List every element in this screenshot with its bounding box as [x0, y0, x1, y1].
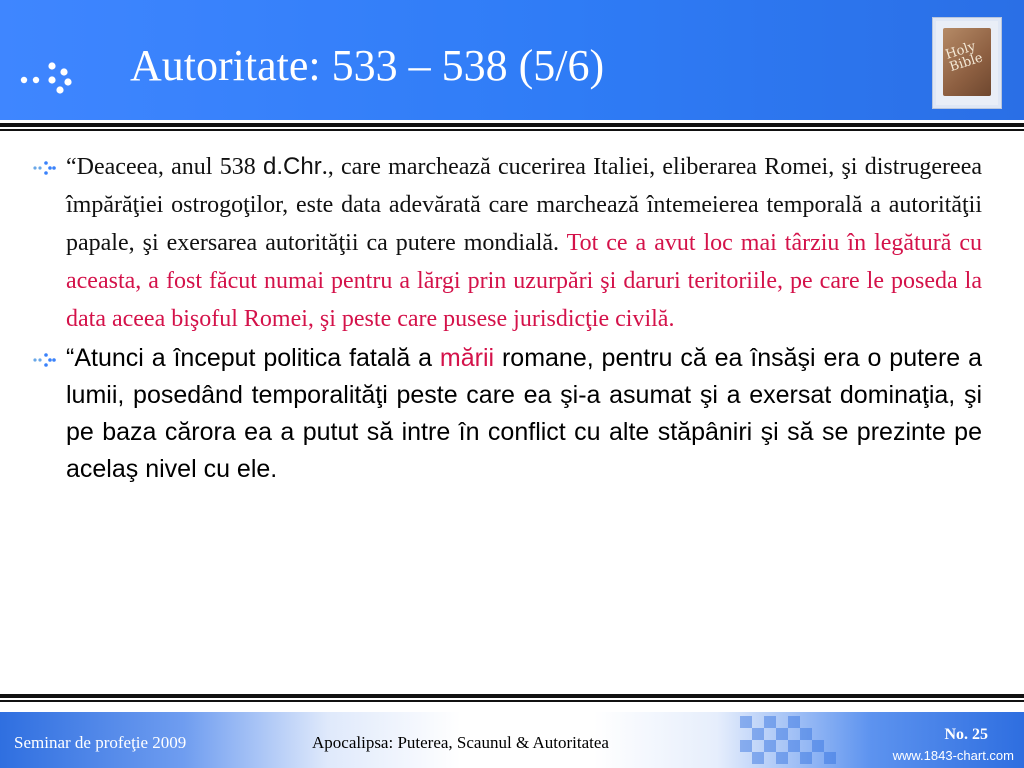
- highlighted-text: mării: [439, 344, 495, 372]
- bullet-item: [30, 340, 982, 488]
- slide-number: No. 25: [944, 726, 988, 743]
- slide-footer: [0, 712, 1024, 768]
- header-divider-thin: [0, 129, 1024, 131]
- highlighted-text: Tot ce a avut loc mai târziu în legătură cu aceasta, a fost făcut numai pentru a lărgi prin uzurpări şi daruri teritoriile, pe care le poseda la data aceea bişoful Romei, şi peste care pusese jurisdicţie civilă.: [66, 230, 982, 332]
- bullet-paragraph-2: [66, 340, 982, 488]
- footer-website: www.1843-chart.com: [892, 748, 1014, 763]
- quote-text: romane, pentru că ea însăşi era o putere a lumii, posedând temporalităţi peste care ea şi-a asumat şi a exersat dominaţia, şi pe baza cărora ea a putut să intre în conflict cu alte stăpâniri şi să se prezinte pe acelaş nivel cu ele.: [66, 344, 982, 483]
- checker-pattern-decoration: [740, 716, 890, 764]
- slide-body: [30, 148, 982, 490]
- quote-text: “Deaceea, anul 538: [66, 154, 263, 180]
- slide-title: Autoritate: 533 – 538 (5/6): [130, 41, 605, 90]
- quote-text: “Atunci a început politica fatală a: [66, 344, 440, 372]
- bible-book-image: [943, 28, 991, 96]
- abbreviation-text: d.Chr: [263, 153, 322, 180]
- footer-divider: [0, 694, 1024, 698]
- bullet-arrow-icon: [32, 352, 58, 368]
- footer-divider-thin: [0, 700, 1024, 702]
- decorative-dots-icon: [18, 50, 78, 100]
- bible-logo-text: Holy Bible: [943, 39, 985, 76]
- bullet-arrow-icon: [32, 160, 58, 176]
- bullet-item: [30, 148, 982, 338]
- footer-series-title: Apocalipsa: Puterea, Scaunul & Autoritatea: [312, 733, 609, 752]
- header-divider: [0, 123, 1024, 127]
- bullet-paragraph-1: [66, 148, 982, 338]
- slide-header: [0, 0, 1024, 120]
- quote-text: ., care marchează cucerirea Italiei, eliberarea Romei, şi distrugereea împărăţiei ostrogoţilor, este data adevărată care marchează întemeierea temporală a autorităţii papale, şi exersarea autorităţii ca putere mondială.: [66, 154, 983, 256]
- footer-seminar-title: Seminar de profeţie 2009: [14, 733, 187, 752]
- bible-logo: [932, 17, 1002, 109]
